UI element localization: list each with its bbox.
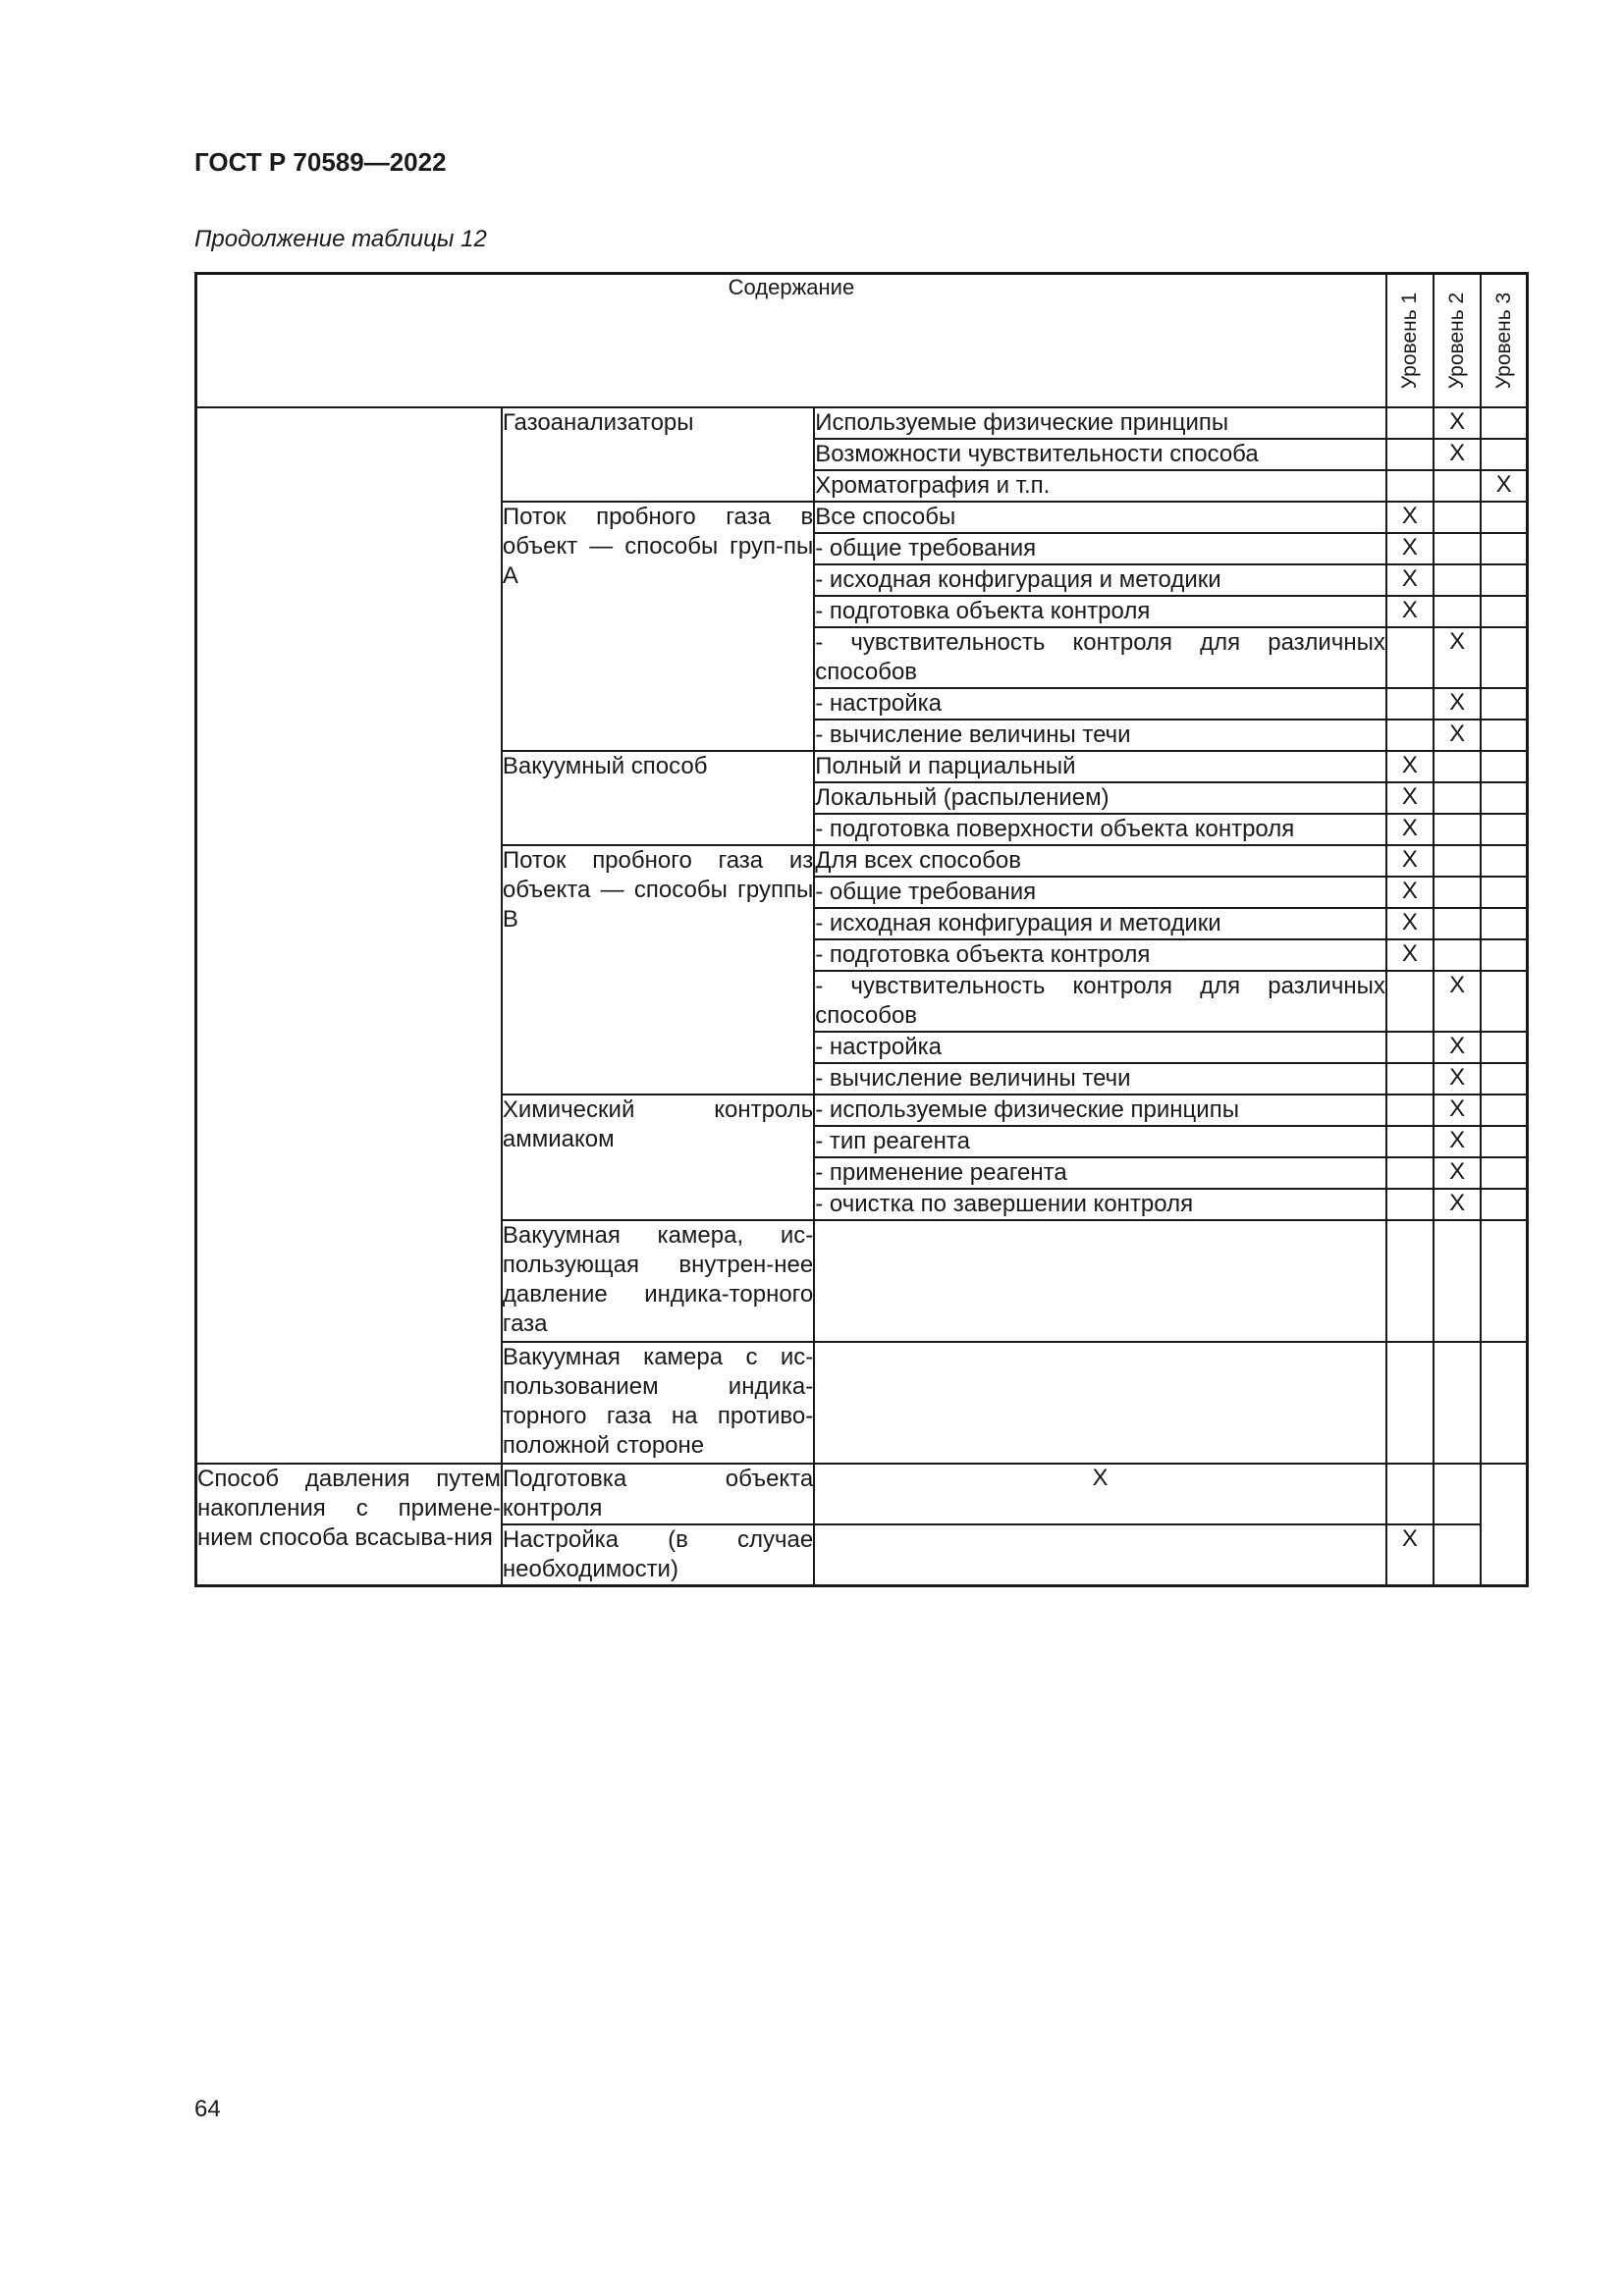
level-3-mark (1481, 1157, 1527, 1189)
level-2-mark (1434, 751, 1481, 782)
level-2-mark (1434, 939, 1481, 971)
level-1-mark: X (1386, 908, 1434, 939)
level-3-mark: X (1481, 470, 1527, 502)
item-cell: - исходная конфигурация и методики (814, 564, 1386, 596)
level-3-mark (1481, 1126, 1527, 1157)
level-1-mark (1386, 1189, 1434, 1220)
item-cell: Возможности чувствительности способа (814, 439, 1386, 470)
table-row (196, 407, 1528, 439)
level-3-mark (1481, 1063, 1527, 1095)
left-blank-column (196, 407, 502, 1464)
item-cell: - очистка по завершении контроля (814, 1189, 1386, 1220)
level-3-mark (1481, 407, 1527, 439)
level-1-mark (1386, 1095, 1434, 1126)
level-1-mark: X (1386, 533, 1434, 564)
level-3-mark (1481, 908, 1527, 939)
level-3-mark (1481, 1220, 1527, 1342)
level-1-mark: X (814, 1464, 1386, 1524)
item-cell: - подготовка объекта контроля (814, 596, 1386, 627)
level-1-mark (814, 1524, 1386, 1586)
level-1-mark (1386, 1220, 1434, 1342)
item-cell: - настройка (814, 688, 1386, 720)
level-3-mark (1481, 720, 1527, 751)
group-name: Вакуумная камера, ис-пользующая внутрен-нее давление индика-торного газа (502, 1220, 814, 1342)
level-2-mark: X (1434, 1032, 1481, 1063)
level-2-mark: X (1434, 688, 1481, 720)
level-2-mark: X (1434, 1189, 1481, 1220)
level-3-mark (1434, 1524, 1481, 1586)
item-cell: Полный и парциальный (814, 751, 1386, 782)
item-cell: Для всех способов (814, 845, 1386, 877)
item-cell (814, 1342, 1386, 1464)
page-number: 64 (194, 2096, 221, 2122)
level-1-mark (1386, 1342, 1434, 1464)
level-2-mark (1434, 814, 1481, 845)
level-1-mark (1386, 1063, 1434, 1095)
level-2-mark (1434, 564, 1481, 596)
item-cell: Настройка (в случае необходимости) (502, 1524, 814, 1586)
level-3-mark (1481, 814, 1527, 845)
level-2-mark (1386, 1464, 1434, 1524)
level-2-mark: X (1434, 1063, 1481, 1095)
level-1-mark (1386, 470, 1434, 502)
level-3-mark (1481, 688, 1527, 720)
level-1-mark (1386, 1032, 1434, 1063)
level-3-mark (1481, 971, 1527, 1032)
requirements-table (194, 272, 1529, 1587)
level-3-mark (1481, 1189, 1527, 1220)
level-3-mark (1481, 502, 1527, 533)
level-1-header: Уровень 1 (1386, 274, 1434, 408)
level-1-mark (1386, 407, 1434, 439)
item-cell (814, 1220, 1386, 1342)
level-2-mark: X (1434, 407, 1481, 439)
level-2-mark (1434, 502, 1481, 533)
level-2-mark (1434, 845, 1481, 877)
group-name: Газоанализаторы (502, 407, 814, 502)
level-3-mark (1481, 939, 1527, 971)
level-1-mark: X (1386, 596, 1434, 627)
level-1-mark (1386, 439, 1434, 470)
item-cell: Используемые физические принципы (814, 407, 1386, 439)
level-3-mark (1481, 1342, 1527, 1464)
level-2-mark: X (1434, 439, 1481, 470)
item-cell: Все способы (814, 502, 1386, 533)
item-cell: - тип реагента (814, 1126, 1386, 1157)
item-cell: - применение реагента (814, 1157, 1386, 1189)
level-3-mark (1481, 596, 1527, 627)
level-3-mark (1481, 1095, 1527, 1126)
level-3-mark (1481, 439, 1527, 470)
level-2-mark (1434, 596, 1481, 627)
document-title: ГОСТ Р 70589—2022 (194, 147, 447, 177)
level-2-mark: X (1434, 1157, 1481, 1189)
group-name: Вакуумная камера с ис-пользованием индика-торного газа на противо-положной стороне (502, 1342, 814, 1464)
item-cell: Локальный (распылением) (814, 782, 1386, 814)
item-cell: Подготовка объекта контроля (502, 1464, 814, 1524)
item-cell: - чувствительность контроля для различных способов (814, 971, 1386, 1032)
level-1-mark (1386, 688, 1434, 720)
level-2-mark: X (1434, 1095, 1481, 1126)
level-2-mark (1434, 1220, 1481, 1342)
level-1-mark: X (1386, 751, 1434, 782)
group-name: Поток пробного газа в объект — способы груп-пы А (502, 502, 814, 751)
item-cell: Хроматография и т.п. (814, 470, 1386, 502)
item-cell: - используемые физические принципы (814, 1095, 1386, 1126)
table-header-row (196, 274, 1528, 408)
group-name: Вакуумный способ (502, 751, 814, 845)
level-2-mark: X (1434, 1126, 1481, 1157)
level-2-mark: X (1434, 971, 1481, 1032)
group-name: Химический контроль аммиаком (502, 1095, 814, 1220)
level-1-mark (1386, 627, 1434, 688)
item-cell: - подготовка объекта контроля (814, 939, 1386, 971)
group-name: Способ давления путем накопления с примене-нием способа всасыва-ния (196, 1464, 502, 1586)
level-3-mark (1481, 564, 1527, 596)
level-1-mark: X (1386, 564, 1434, 596)
level-1-mark: X (1386, 939, 1434, 971)
level-1-mark: X (1386, 782, 1434, 814)
level-2-mark (1434, 470, 1481, 502)
level-3-mark (1481, 627, 1527, 688)
level-2-header: Уровень 2 (1434, 274, 1481, 408)
item-cell: - общие требования (814, 877, 1386, 908)
group-name: Поток пробного газа из объекта — способы группы В (502, 845, 814, 1095)
level-3-mark (1481, 845, 1527, 877)
level-2-mark: X (1386, 1524, 1434, 1586)
level-1-mark (1386, 971, 1434, 1032)
table-row (196, 1464, 1528, 1524)
level-1-mark (1386, 1157, 1434, 1189)
level-2-mark: X (1434, 627, 1481, 688)
level-3-mark (1481, 751, 1527, 782)
level-2-mark (1434, 1342, 1481, 1464)
item-cell: - вычисление величины течи (814, 1063, 1386, 1095)
item-cell: - общие требования (814, 533, 1386, 564)
level-1-mark: X (1386, 814, 1434, 845)
item-cell: - подготовка поверхности объекта контроля (814, 814, 1386, 845)
level-3-header: Уровень 3 (1481, 274, 1527, 408)
item-cell: - настройка (814, 1032, 1386, 1063)
level-2-mark (1434, 782, 1481, 814)
level-3-mark (1481, 533, 1527, 564)
level-2-mark (1434, 533, 1481, 564)
level-3-mark (1481, 1032, 1527, 1063)
item-cell: - чувствительность контроля для различных способов (814, 627, 1386, 688)
content-header: Содержание (196, 274, 1386, 408)
item-cell: - вычисление величины течи (814, 720, 1386, 751)
level-1-mark (1386, 1126, 1434, 1157)
level-3-mark (1434, 1464, 1481, 1524)
level-1-mark: X (1386, 845, 1434, 877)
level-3-mark (1481, 782, 1527, 814)
level-1-mark (1386, 720, 1434, 751)
table-caption: Продолжение таблицы 12 (194, 226, 487, 252)
level-2-mark: X (1434, 720, 1481, 751)
level-1-mark: X (1386, 877, 1434, 908)
level-1-mark: X (1386, 502, 1434, 533)
level-2-mark (1434, 877, 1481, 908)
level-2-mark (1434, 908, 1481, 939)
level-3-mark (1481, 877, 1527, 908)
item-cell: - исходная конфигурация и методики (814, 908, 1386, 939)
